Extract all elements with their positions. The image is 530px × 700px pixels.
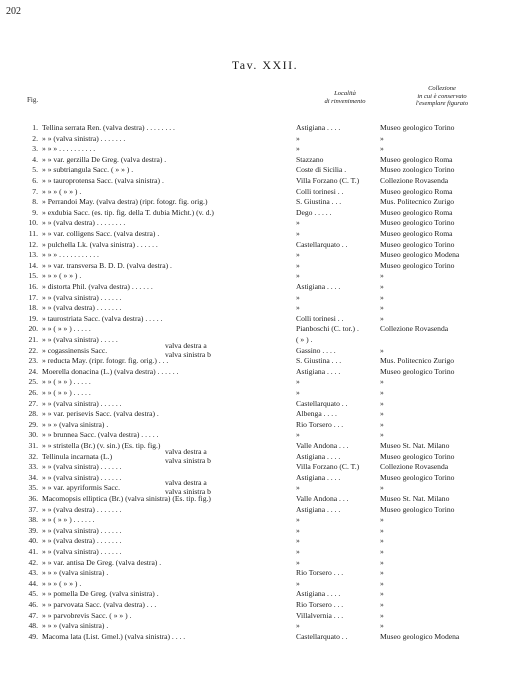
row-location: » bbox=[296, 483, 300, 493]
list-item bbox=[0, 335, 530, 344]
row-number: 23. bbox=[28, 356, 38, 366]
list-item bbox=[0, 621, 530, 630]
row-collection: Museo geologico Torino bbox=[380, 366, 455, 376]
row-location: Pianboschi (C. tor.) . bbox=[296, 324, 359, 334]
row-description: » Perrandoi May. (valva destra) (ripr. fotogr. fig. orig.) bbox=[42, 197, 208, 207]
list-item bbox=[0, 441, 530, 450]
list-item bbox=[0, 144, 530, 153]
row-description: » » brunnea Sacc. (valva destra) . . . . . bbox=[42, 430, 159, 440]
row-location: » bbox=[296, 430, 300, 440]
row-number: 45. bbox=[28, 589, 38, 599]
row-location: Astigiana . . . . bbox=[296, 589, 341, 599]
list-item bbox=[0, 155, 530, 164]
row-collection: Museo geologico Torino bbox=[380, 504, 455, 514]
list-item bbox=[0, 558, 530, 567]
row-description: » » parvobrevis Sacc. ( » » ) . bbox=[42, 610, 132, 620]
list-item bbox=[0, 430, 530, 439]
list-item bbox=[0, 399, 530, 408]
row-number: 44. bbox=[28, 578, 38, 588]
row-number: 32. bbox=[28, 451, 38, 461]
list-item bbox=[0, 388, 530, 397]
list-item bbox=[0, 293, 530, 302]
row-number: 29. bbox=[28, 419, 38, 429]
row-location: Castellarquato . . bbox=[296, 398, 348, 408]
row-location: Valle Andona . . . bbox=[296, 494, 349, 503]
row-location: Dego . . . . . bbox=[296, 207, 332, 217]
row-collection: » bbox=[380, 409, 384, 419]
row-description: » » » (valva sinistra) . bbox=[42, 419, 109, 429]
row-number: 11. bbox=[28, 229, 38, 238]
row-location: S. Giustina . . . bbox=[296, 197, 342, 207]
row-location: » bbox=[296, 250, 300, 260]
row-location: » bbox=[296, 260, 300, 270]
row-collection: Museo St. Nat. Milano bbox=[380, 441, 450, 450]
list-item bbox=[0, 473, 530, 482]
row-location: Rio Torsero . . . bbox=[296, 568, 344, 578]
row-number: 33. bbox=[28, 462, 38, 472]
brace-line-a: valva destra a bbox=[165, 446, 207, 456]
row-description: » pulchella Lk. (valva sinistra) . . . . . . bbox=[42, 239, 158, 249]
row-description: » » stristella (Br.) (v. sin.) (Es. tip. fig.) bbox=[42, 441, 161, 450]
row-number: 42. bbox=[28, 557, 38, 567]
row-collection: Museo geologico Torino bbox=[380, 123, 455, 132]
row-description: » » var. transversa B. D. D. (valva destra) . bbox=[42, 260, 172, 270]
list-item bbox=[0, 611, 530, 620]
row-collection: Museo zoologico Torino bbox=[380, 165, 455, 175]
row-number: 46. bbox=[28, 600, 38, 609]
row-number: 48. bbox=[28, 621, 38, 631]
row-description: » distorta Phil. (valva destra) . . . . . . bbox=[42, 282, 153, 291]
list-item bbox=[0, 356, 530, 365]
row-description: » » » . . . . . . . . . . . bbox=[42, 250, 99, 260]
row-location: » bbox=[296, 303, 300, 313]
row-collection: Museo geologico Torino bbox=[380, 472, 455, 482]
row-description: » » (valva sinistra) . . . . . bbox=[42, 335, 118, 344]
row-location: » bbox=[296, 229, 300, 238]
row-description: » » ( » » ) . . . . . bbox=[42, 324, 91, 334]
row-collection: Museo geologico Roma bbox=[380, 207, 453, 217]
row-collection: » bbox=[380, 536, 384, 546]
list-item bbox=[0, 250, 530, 259]
row-collection: » bbox=[380, 525, 384, 535]
row-collection: Museo geologico Torino bbox=[380, 451, 455, 461]
row-number: 5. bbox=[32, 165, 38, 175]
row-collection: Museo geologico Roma bbox=[380, 229, 453, 238]
row-collection: » bbox=[380, 282, 384, 291]
row-collection: » bbox=[380, 345, 384, 355]
row-location: Villa Forzano (C. T.) bbox=[296, 462, 360, 472]
row-collection: » bbox=[380, 144, 384, 154]
row-location: Astigiana . . . . bbox=[296, 123, 341, 132]
row-number: 39. bbox=[28, 525, 38, 535]
row-location: Valle Andona . . . bbox=[296, 441, 349, 450]
list-item bbox=[0, 261, 530, 270]
row-collection: » bbox=[380, 589, 384, 599]
row-description: » » (valva destra) . . . . . . . bbox=[42, 504, 122, 514]
row-location: Rio Torsero . . . bbox=[296, 600, 344, 609]
header-collezione-line1: Collezione bbox=[428, 85, 456, 92]
row-number: 1. bbox=[32, 123, 38, 132]
list-item bbox=[0, 271, 530, 280]
row-number: 38. bbox=[28, 515, 38, 525]
plate-title: Tav. XXII. bbox=[231, 58, 299, 72]
row-description: » exdubia Sacc. (es. tip. fig. della T. dubia Micht.) (v. d.) bbox=[42, 207, 214, 217]
list-item bbox=[0, 505, 530, 514]
list-item bbox=[0, 218, 530, 227]
row-number: 40. bbox=[28, 536, 38, 546]
row-location: Castellarquato . . bbox=[296, 239, 348, 249]
row-location: » bbox=[296, 536, 300, 546]
row-description: » » var. antisa De Greg. (valva destra) . bbox=[42, 557, 162, 567]
row-description: » » » (valva sinistra) . bbox=[42, 621, 109, 631]
row-description: » » var. gerzilla De Greg. (valva destra) . bbox=[42, 154, 167, 164]
list-item bbox=[0, 600, 530, 609]
header-collezione-line2: in cui è conservato bbox=[417, 92, 467, 100]
row-description: » » var. apyriformis Sacc. bbox=[42, 483, 121, 493]
row-location: » bbox=[296, 578, 300, 588]
row-collection: » bbox=[380, 515, 384, 525]
row-number: 17. bbox=[28, 292, 38, 302]
row-collection: Museo geologico Torino bbox=[380, 260, 455, 270]
row-description: » » var. colligens Sacc. (valva destra) . bbox=[42, 229, 160, 238]
row-description: » » ( » » ) . . . . . . bbox=[42, 515, 95, 525]
row-collection: Museo geologico Torino bbox=[380, 218, 455, 228]
list-item bbox=[0, 420, 530, 429]
row-collection: Collezione Rovasenda bbox=[380, 176, 449, 185]
row-description: » » (valva sinistra) . . . . . . bbox=[42, 462, 122, 472]
row-collection: » bbox=[380, 483, 384, 493]
list-item bbox=[0, 377, 530, 386]
row-description: » » subtriangula Sacc. ( » » ) . bbox=[42, 165, 134, 175]
row-number: 16. bbox=[28, 282, 38, 291]
row-number: 37. bbox=[28, 504, 38, 514]
row-description: » » (valva sinistra) . . . . . . bbox=[42, 292, 122, 302]
header-localita bbox=[305, 90, 385, 105]
row-number: 34. bbox=[28, 472, 38, 482]
row-location: » bbox=[296, 557, 300, 567]
row-location: Colli torinesi . . bbox=[296, 313, 344, 323]
row-description: » reducta May. (ripr. fotogr. fig. orig.) . . . bbox=[42, 356, 169, 366]
row-description: » » (valva destra) . . . . . . . . bbox=[42, 218, 126, 228]
header-localita-line2: di rinvenimento bbox=[324, 97, 366, 105]
row-description: » » (valva sinistra) . . . . . . bbox=[42, 525, 122, 535]
row-location: Astigiana . . . . bbox=[296, 282, 341, 291]
row-number: 25. bbox=[28, 377, 38, 387]
row-number: 31. bbox=[28, 441, 38, 450]
list-item bbox=[0, 282, 530, 291]
list-item bbox=[0, 197, 530, 206]
row-number: 43. bbox=[28, 568, 38, 578]
list-item bbox=[0, 314, 530, 323]
header-fig: Fig. bbox=[27, 96, 39, 104]
row-collection: Museo geologico Roma bbox=[380, 154, 453, 164]
row-description: » » (valva sinistra) . . . . . . bbox=[42, 472, 122, 482]
row-number: 15. bbox=[28, 271, 38, 281]
list-item bbox=[0, 536, 530, 545]
row-collection: » bbox=[380, 303, 384, 313]
row-number: 41. bbox=[28, 547, 38, 556]
row-location: S. Giustina . . . bbox=[296, 356, 342, 366]
row-number: 6. bbox=[32, 176, 38, 185]
row-collection: Museo geologico Roma bbox=[380, 186, 453, 196]
list-item bbox=[0, 229, 530, 238]
row-location: » bbox=[296, 144, 300, 154]
row-description: » » » (valva sinistra) . bbox=[42, 568, 109, 578]
row-description: Tellinula incarnata (L.) bbox=[42, 451, 113, 461]
header-localita-line1: Località bbox=[334, 90, 356, 97]
row-number: 47. bbox=[28, 610, 38, 620]
row-collection: » bbox=[380, 292, 384, 302]
list-item bbox=[0, 303, 530, 312]
list-item bbox=[0, 589, 530, 598]
row-description: » » ( » » ) . . . . . bbox=[42, 388, 91, 397]
row-collection: Collezione Rovasenda bbox=[380, 462, 449, 472]
row-collection: Mus. Politecnico Zurigo bbox=[380, 356, 455, 366]
row-number: 19. bbox=[28, 313, 38, 323]
row-collection: Mus. Politecnico Zurigo bbox=[380, 197, 455, 207]
row-location: Gassino . . . . bbox=[296, 345, 336, 355]
list-item bbox=[0, 515, 530, 524]
list-item bbox=[0, 483, 530, 492]
row-collection: » bbox=[380, 568, 384, 578]
row-description: » » » ( » » ) . bbox=[42, 186, 82, 196]
row-number: 20. bbox=[28, 324, 38, 334]
row-number: 49. bbox=[28, 631, 38, 641]
row-location: Rio Torsero . . . bbox=[296, 419, 344, 429]
row-collection: » bbox=[380, 388, 384, 397]
row-number: 21. bbox=[28, 335, 38, 344]
row-location: Coste di Sicilia . bbox=[296, 165, 347, 175]
row-description: » » » ( » » ) . bbox=[42, 271, 82, 281]
row-description: » » (valva destra) . . . . . . . bbox=[42, 303, 122, 313]
row-number: 8. bbox=[32, 197, 38, 207]
row-collection: » bbox=[380, 621, 384, 631]
row-collection: » bbox=[380, 547, 384, 556]
row-number: 14. bbox=[28, 260, 38, 270]
row-location: » bbox=[296, 218, 300, 228]
row-location: Astigiana . . . . bbox=[296, 451, 341, 461]
list-item bbox=[0, 123, 530, 132]
row-location: Astigiana . . . . bbox=[296, 472, 341, 482]
row-number: 7. bbox=[32, 186, 38, 196]
row-collection: » bbox=[380, 610, 384, 620]
list-item bbox=[0, 367, 530, 376]
row-description: » » » ( » » ) . bbox=[42, 578, 82, 588]
list-item bbox=[0, 324, 530, 333]
list-item bbox=[0, 346, 530, 355]
row-description: » taurostriata Sacc. (valva destra) . . . . . bbox=[42, 313, 163, 323]
row-collection: Museo geologico Torino bbox=[380, 239, 455, 249]
row-description: » » (valva sinistra) . . . . . . bbox=[42, 547, 122, 556]
row-location: » bbox=[296, 525, 300, 535]
row-description: » » tauroprotensa Sacc. (valva sinistra) . bbox=[42, 176, 164, 185]
row-number: 9. bbox=[32, 207, 38, 217]
list-item bbox=[0, 240, 530, 249]
row-description: » » » . . . . . . . . . . bbox=[42, 144, 96, 154]
row-description: » » (valva destra) . . . . . . . bbox=[42, 536, 122, 546]
list-item bbox=[0, 176, 530, 185]
row-description: » » var. perisevis Sacc. (valva destra) . bbox=[42, 409, 159, 419]
row-description: » » (valva sinistra) . . . . . . . bbox=[42, 133, 126, 143]
row-collection: » bbox=[380, 419, 384, 429]
list-item bbox=[0, 165, 530, 174]
row-collection: » bbox=[380, 377, 384, 387]
row-number: 35. bbox=[28, 483, 38, 493]
list-item bbox=[0, 208, 530, 217]
row-collection: Museo geologico Modena bbox=[380, 631, 460, 641]
row-collection: » bbox=[380, 557, 384, 567]
row-number: 13. bbox=[28, 250, 38, 260]
row-location: Villa Forzano (C. T.) bbox=[296, 176, 360, 185]
row-number: 36. bbox=[28, 494, 38, 503]
row-collection: » bbox=[380, 430, 384, 440]
row-number: 27. bbox=[28, 398, 38, 408]
list-item bbox=[0, 452, 530, 461]
list-item bbox=[0, 494, 530, 503]
row-location: Albenga . . . . bbox=[296, 409, 337, 419]
list-item bbox=[0, 134, 530, 143]
list-item bbox=[0, 462, 530, 471]
row-location: Stazzano bbox=[296, 154, 324, 164]
row-collection: » bbox=[380, 313, 384, 323]
list-item bbox=[0, 187, 530, 196]
row-description: Macomopsis elliptica (Br.) (valva sinistra) (Es. tip. fig.) bbox=[42, 494, 211, 503]
row-location: Astigiana . . . . bbox=[296, 366, 341, 376]
brace-line-b: valva sinistra b bbox=[165, 349, 211, 359]
list-item bbox=[0, 579, 530, 588]
row-location: ( » ) . bbox=[296, 335, 313, 344]
row-description: Moerella donacina (L.) (valva destra) . . . . . . bbox=[42, 366, 179, 376]
brace-line-b: valva sinistra b bbox=[165, 455, 211, 465]
row-location: » bbox=[296, 292, 300, 302]
brace-line-a: valva destra a bbox=[165, 478, 207, 488]
page-number: 202 bbox=[6, 6, 21, 17]
brace-line-b: valva sinistra b bbox=[165, 487, 211, 497]
row-location: » bbox=[296, 133, 300, 143]
row-number: 4. bbox=[32, 154, 38, 164]
row-location: Castellarquato . . bbox=[296, 631, 348, 641]
list-item bbox=[0, 568, 530, 577]
row-description: » » pomella De Greg. (valva sinistra) . bbox=[42, 589, 159, 599]
header-collezione-line3: l'esemplare figurato bbox=[415, 100, 469, 107]
row-number: 22. bbox=[28, 345, 38, 355]
row-collection: Museo St. Nat. Milano bbox=[380, 494, 450, 503]
row-description: » » parvovata Sacc. (valva destra) . . . bbox=[42, 600, 157, 609]
row-collection: » bbox=[380, 271, 384, 281]
row-location: » bbox=[296, 515, 300, 525]
list-item bbox=[0, 547, 530, 556]
row-description: » cogassinensis Sacc. bbox=[42, 345, 108, 355]
row-number: 26. bbox=[28, 388, 38, 397]
row-collection: » bbox=[380, 578, 384, 588]
row-location: » bbox=[296, 377, 300, 387]
brace-line-a: valva destra a bbox=[165, 340, 207, 350]
row-description: Tellina serrata Ren. (valva destra) . . . . . . . . bbox=[42, 123, 175, 132]
row-number: 3. bbox=[32, 144, 38, 154]
list-item bbox=[0, 632, 530, 641]
row-location: » bbox=[296, 271, 300, 281]
list-item bbox=[0, 526, 530, 535]
row-location: » bbox=[296, 621, 300, 631]
row-number: 10. bbox=[28, 218, 38, 228]
row-description: » » ( » » ) . . . . . bbox=[42, 377, 91, 387]
row-collection: Museo geologico Modena bbox=[380, 250, 460, 260]
row-number: 28. bbox=[28, 409, 38, 419]
row-collection: » bbox=[380, 600, 384, 609]
row-description: Macoma lata (List. Gmel.) (valva sinistra) . . . . bbox=[42, 631, 186, 641]
row-collection: Collezione Rovasenda bbox=[380, 324, 449, 334]
row-number: 30. bbox=[28, 430, 38, 440]
row-location: Astigiana . . . . bbox=[296, 504, 341, 514]
row-location: Colli torinesi . . bbox=[296, 186, 344, 196]
row-number: 2. bbox=[32, 133, 38, 143]
header-collezione bbox=[392, 85, 492, 108]
row-number: 24. bbox=[28, 366, 38, 376]
row-location: Villalvernia . . . bbox=[296, 610, 344, 620]
row-collection: » bbox=[380, 398, 384, 408]
list-item bbox=[0, 409, 530, 418]
row-collection: » bbox=[380, 133, 384, 143]
row-number: 12. bbox=[28, 239, 38, 249]
row-location: » bbox=[296, 388, 300, 397]
row-location: » bbox=[296, 547, 300, 556]
row-number: 18. bbox=[28, 303, 38, 313]
row-description: » » (valva sinistra) . . . . . . bbox=[42, 398, 122, 408]
